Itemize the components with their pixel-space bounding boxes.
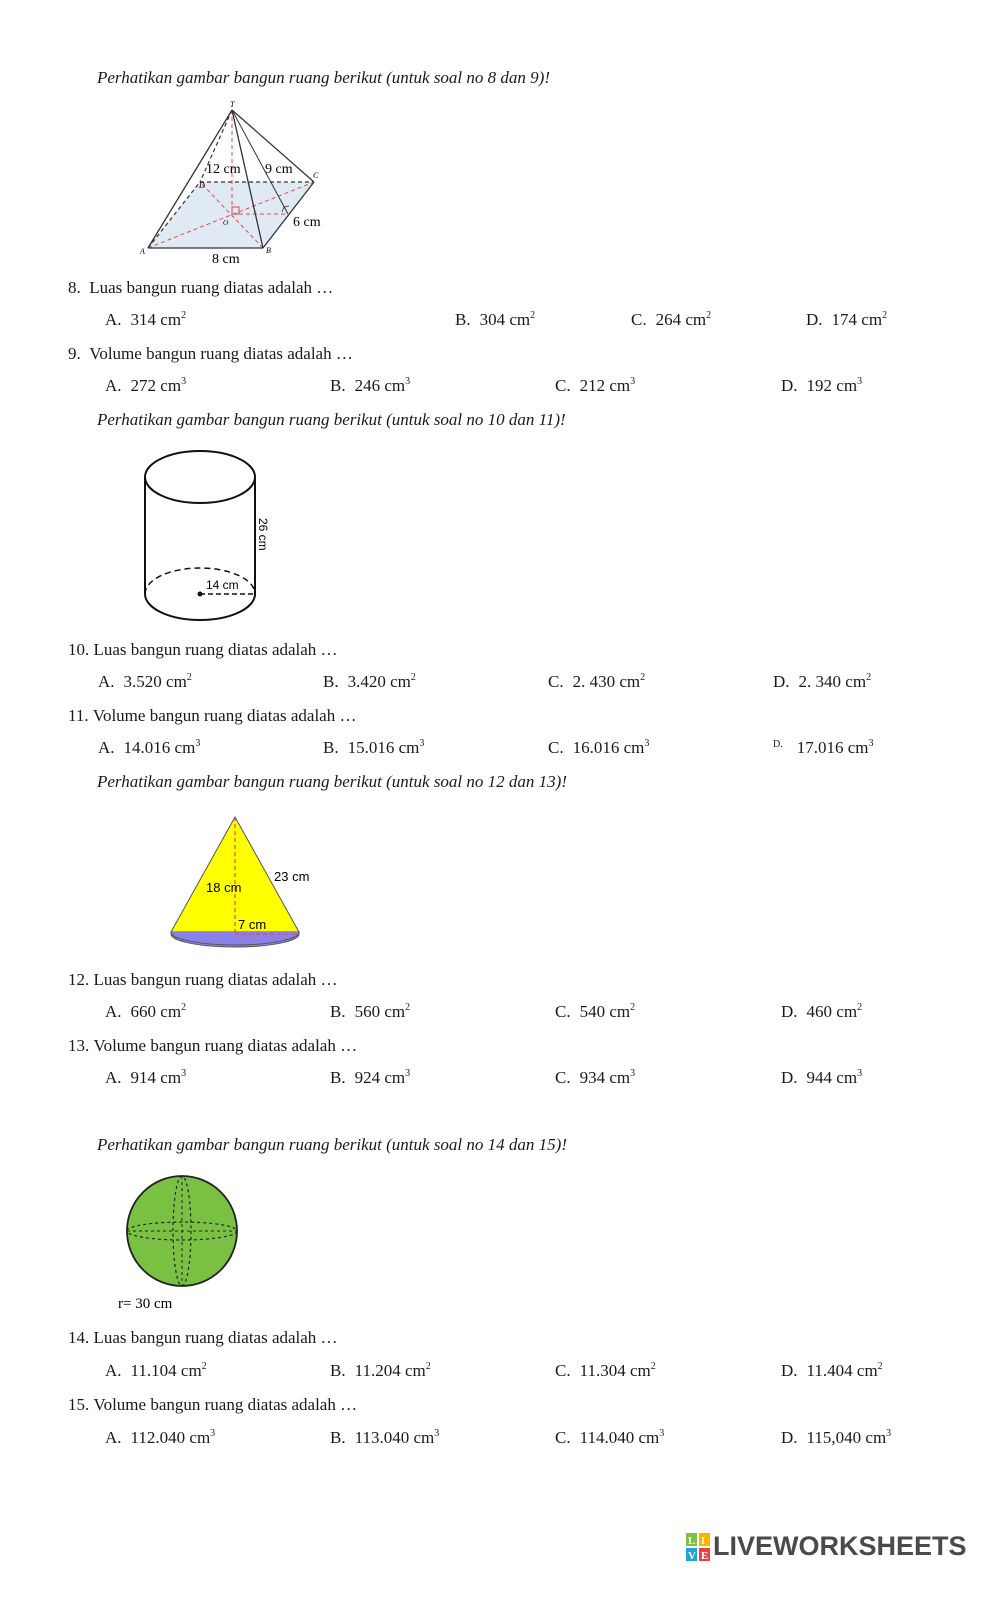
option-15b[interactable]: B. 113.040 $cm^3$ <box>330 1428 440 1447</box>
option-10b[interactable]: B. 3.420 $cm^2$ <box>323 672 416 691</box>
svg-text:L: L <box>688 1534 696 1547</box>
question-10: 10. Luas bangun ruang diatas adalah … <box>68 640 338 659</box>
option-14c[interactable]: C. 11.304 $cm^2$ <box>555 1361 656 1380</box>
option-8d[interactable]: D. 174 $cm^2$ <box>806 310 888 329</box>
option-8b[interactable]: B. 304 $cm^2$ <box>455 310 536 329</box>
question-12: 12. Luas bangun ruang diatas adalah … <box>68 970 338 989</box>
cylinder-radius-label: 14 cm <box>206 578 239 592</box>
sphere-radius-label: r= 30 cm <box>118 1296 173 1312</box>
option-10d[interactable]: D. 2. 340 $cm^2$ <box>773 672 872 691</box>
option-11c[interactable]: C. 16.016 $cm^3$ <box>548 738 650 757</box>
pyramid-label-t: T <box>230 100 235 109</box>
liveworksheets-logo-text: LIVEWORKSHEETS <box>713 1531 967 1561</box>
option-9c[interactable]: C. 212 $cm^3$ <box>555 376 636 395</box>
option-11a[interactable]: A. 14.016 $cm^3$ <box>98 738 201 757</box>
question-9: 9. Volume bangun ruang diatas adalah … <box>68 344 353 363</box>
liveworksheets-logo[interactable] <box>686 1531 967 1562</box>
option-11b[interactable]: B. 15.016 $cm^3$ <box>323 738 425 757</box>
intro-cone: Perhatikan gambar bangun ruang berikut (untuk soal no 12 dan 13)! <box>97 772 567 791</box>
svg-text:I: I <box>701 1534 706 1547</box>
cylinder-top <box>145 451 255 503</box>
option-10c[interactable]: C. 2. 430 $cm^2$ <box>548 672 646 691</box>
question-15: 15. Volume bangun ruang diatas adalah … <box>68 1395 358 1414</box>
pyramid-base-length: 8 cm <box>212 252 240 267</box>
question-11: 11. Volume bangun ruang diatas adalah … <box>68 706 357 725</box>
option-11d[interactable]: $^{D.}$ 17.016 $cm^3$ <box>773 738 874 757</box>
option-10a[interactable]: A. 3.520 $cm^2$ <box>98 672 192 691</box>
option-13a[interactable]: A. 914 $cm^3$ <box>105 1068 187 1087</box>
intro-sphere: Perhatikan gambar bangun ruang berikut (untuk soal no 14 dan 15)! <box>97 1135 567 1154</box>
cone-height-label: 18 cm <box>206 880 242 895</box>
option-8a[interactable]: A. 314 $cm^2$ <box>105 310 187 329</box>
cone-radius-label: 7 cm <box>238 917 267 932</box>
pyramid-label-o: O <box>223 219 229 227</box>
option-9b[interactable]: B. 246 $cm^3$ <box>330 376 411 395</box>
cone-figure <box>166 812 322 952</box>
svg-text:V: V <box>688 1549 696 1562</box>
option-14d[interactable]: D. 11.404 $cm^2$ <box>781 1361 883 1380</box>
pyramid-label-a: A <box>140 247 145 256</box>
svg-text:E: E <box>701 1549 709 1562</box>
pyramid-half-length: 6 cm <box>293 215 321 230</box>
option-12b[interactable]: B. 560 $cm^2$ <box>330 1002 411 1021</box>
option-9d[interactable]: D. 192 $cm^3$ <box>781 376 863 395</box>
option-8c[interactable]: C. 264 $cm^2$ <box>631 310 712 329</box>
question-8: 8. Luas bangun ruang diatas adalah … <box>68 278 334 297</box>
pyramid-edge-length: 12 cm <box>206 162 241 177</box>
question-14: 14. Luas bangun ruang diatas adalah … <box>68 1328 338 1347</box>
question-13: 13. Volume bangun ruang diatas adalah … <box>68 1036 358 1055</box>
option-14a[interactable]: A. 11.104 $cm^2$ <box>105 1361 207 1380</box>
option-9a[interactable]: A. 272 $cm^3$ <box>105 376 187 395</box>
option-12c[interactable]: C. 540 $cm^2$ <box>555 1002 636 1021</box>
pyramid-slant-length: 9 cm <box>265 162 293 177</box>
option-13c[interactable]: C. 934 $cm^3$ <box>555 1068 636 1087</box>
intro-cylinder: Perhatikan gambar bangun ruang berikut (untuk soal no 10 dan 11)! <box>97 410 566 429</box>
option-13b[interactable]: B. 924 $cm^3$ <box>330 1068 411 1087</box>
cylinder-center <box>198 592 203 597</box>
pyramid-label-c: C <box>313 171 319 180</box>
liveworksheets-logo-icon <box>686 1532 710 1562</box>
pyramid-label-d: D <box>199 181 205 190</box>
pyramid-label-b: B <box>266 246 271 255</box>
option-15a[interactable]: A. 112.040 $cm^3$ <box>105 1428 216 1447</box>
intro-pyramid: Perhatikan gambar bangun ruang berikut (untuk soal no 8 dan 9)! <box>97 68 550 87</box>
cone-slant-label: 23 cm <box>274 869 310 884</box>
option-15c[interactable]: C. 114.040 $cm^3$ <box>555 1428 665 1447</box>
option-12a[interactable]: A. 660 $cm^2$ <box>105 1002 187 1021</box>
cylinder-bottom-front <box>145 594 255 620</box>
option-14b[interactable]: B. 11.204 $cm^2$ <box>330 1361 431 1380</box>
option-12d[interactable]: D. 460 $cm^2$ <box>781 1002 863 1021</box>
pyramid-figure <box>136 96 346 271</box>
option-15d[interactable]: D. 115,040 $cm^3$ <box>781 1428 892 1447</box>
sphere-figure <box>112 1170 252 1315</box>
option-13d[interactable]: D. 944 $cm^3$ <box>781 1068 863 1087</box>
cylinder-figure <box>138 444 278 626</box>
cylinder-height-label: 26 cm <box>256 518 270 551</box>
